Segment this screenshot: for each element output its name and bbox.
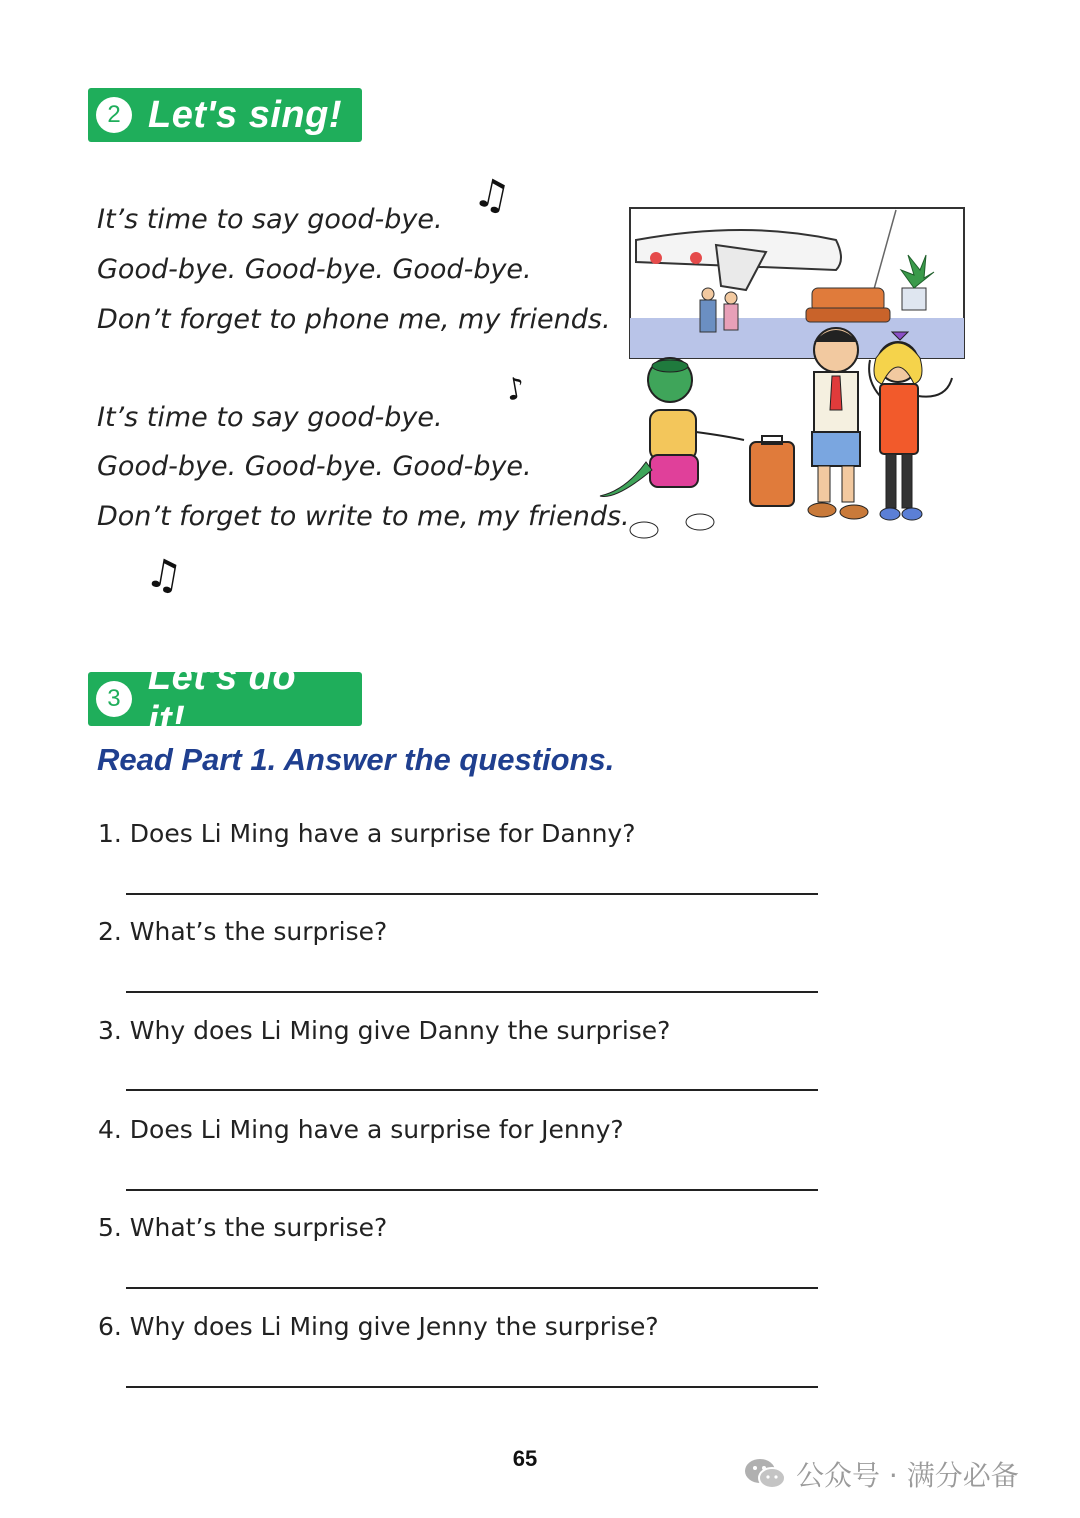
question-3: 3. Why does Li Ming give Danny the surprise? — [98, 1016, 671, 1045]
answer-line-2[interactable] — [126, 991, 818, 993]
section-number-badge: 3 — [96, 681, 132, 717]
section-number-badge: 2 — [96, 97, 132, 133]
farewell-airport-illustration — [596, 200, 968, 550]
song-verse2-line2: Good-bye. Good-bye. Good-bye. — [97, 451, 532, 482]
music-note-icon: ♪ — [503, 370, 529, 409]
song-verse2-line1: It’s time to say good-bye. — [97, 402, 443, 433]
page-number: 65 — [512, 1446, 538, 1471]
question-5: 5. What’s the surprise? — [98, 1213, 388, 1242]
answer-line-3[interactable] — [126, 1089, 818, 1091]
watermark — [744, 1454, 1019, 1494]
question-1: 1. Does Li Ming have a surprise for Danny? — [98, 819, 636, 848]
watermark-text: 公众号 · 满分必备 — [796, 1459, 1019, 1492]
music-note-icon: ♫ — [469, 168, 515, 222]
answer-line-6[interactable] — [126, 1386, 818, 1388]
song-verse1-line2: Good-bye. Good-bye. Good-bye. — [97, 254, 532, 285]
song-verse2-line3: Don’t forget to write to me, my friends. — [97, 501, 630, 532]
question-6: 6. Why does Li Ming give Jenny the surprise? — [98, 1312, 659, 1341]
question-2: 2. What’s the surprise? — [98, 917, 388, 946]
answer-line-1[interactable] — [126, 893, 818, 895]
answer-line-5[interactable] — [126, 1287, 818, 1289]
music-note-icon: ♫ — [142, 549, 186, 601]
wechat-icon — [744, 1456, 786, 1492]
song-verse1-line3: Don’t forget to phone me, my friends. — [97, 304, 611, 335]
section-3-header — [88, 656, 362, 741]
instruction-text: Read Part 1. Answer the questions. — [97, 742, 615, 777]
song-verse1-line1: It’s time to say good-bye. — [97, 204, 443, 235]
section-title: Let's sing! — [148, 93, 342, 136]
answer-line-4[interactable] — [126, 1189, 818, 1191]
question-4: 4. Does Li Ming have a surprise for Jenny? — [98, 1115, 624, 1144]
section-2-header — [88, 88, 362, 142]
section-title: Let's do it! — [147, 656, 297, 741]
